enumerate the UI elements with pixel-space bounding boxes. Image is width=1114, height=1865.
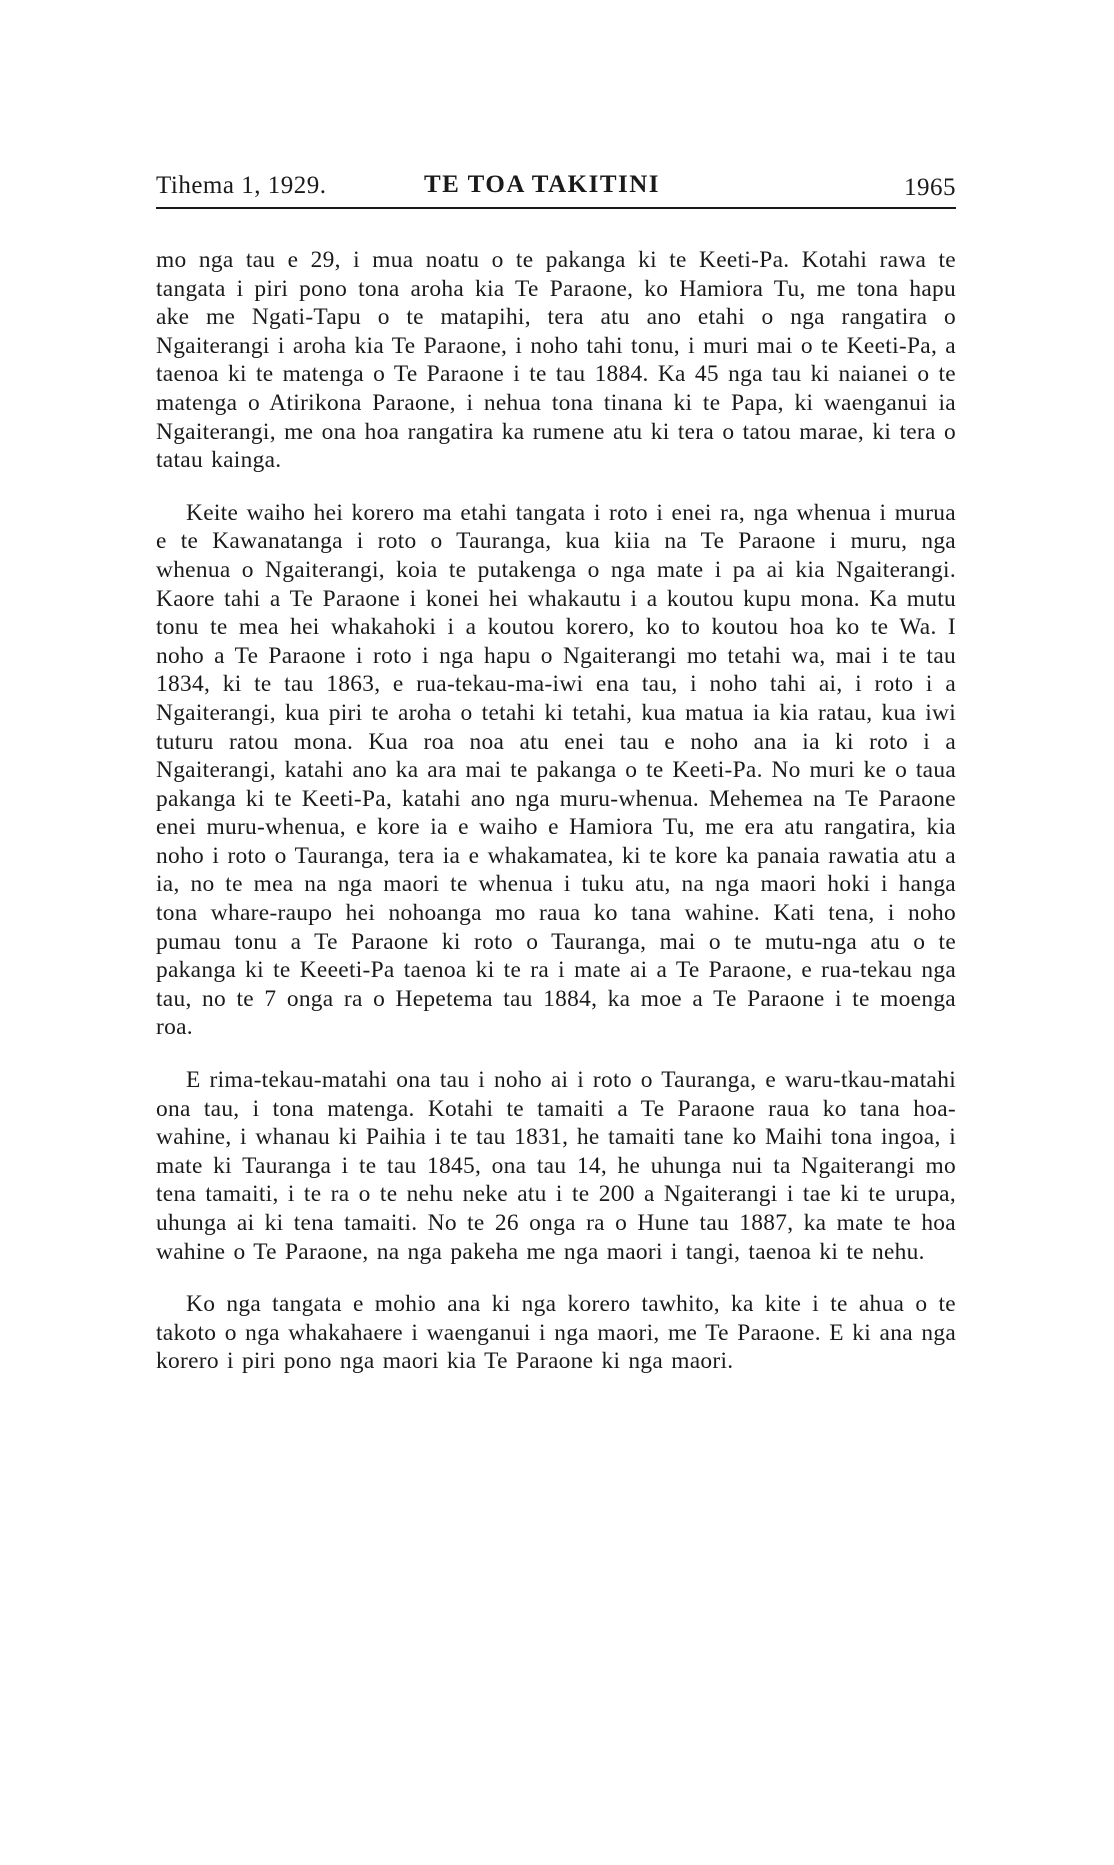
header-title: TE TOA TAKITINI (424, 171, 661, 198)
page-number: 1965 (904, 174, 956, 201)
running-header (156, 168, 956, 208)
paragraph-1: mo nga tau e 29, i mua noatu o te pakanga ki te Keeti-Pa. Kotahi rawa te tangata i piri pono tona aroha kia Te Paraone, ko Hamiora Tu, me tona hapu ake me Ngati-Tapu o te matapihi, tera atu ano etahi o nga rangatira o Ngaiterangi i aroha kia Te Paraone, i noho tahi tonu, i muri mai o te Keeti-Pa, a taenoa ki te matenga o Te Paraone i te tau 1884. Ka 45 nga tau ki naianei o te matenga o Atirikona Paraone, i nehua tona tinana ki te Papa, ki waenganui ia Ngaiterangi, me ona hoa rangatira ka rumene atu ki tera o tatou marae, ki tera o tatau kainga. (156, 247, 956, 474)
paragraph-4: Ko nga tangata e mohio ana ki nga korero tawhito, ka kite i te ahua o te takoto o nga whakahaere i waenganui i nga maori, me Te Paraone. E ki ana nga korero i piri pono nga maori kia Te Paraone ki nga maori. (156, 1291, 956, 1375)
paragraph-3: E rima-tekau-matahi ona tau i noho ai i roto o Tauranga, e waru-tkau-matahi ona tau, i tona matenga. Kotahi te tamaiti a Te Paraone raua ko tana hoa-wahine, i whanau ki Paihia i te tau 1831, he tamaiti tane ko Maihi tona ingoa, i mate ki Tauranga i te tau 1845, ona tau 14, he uhunga nui ta Ngaiterangi mo tena tamaiti, i te ra o te nehu neke atu i te 200 a Ngaiterangi i tae ki te urupa, uhunga ai ki tena tamaiti. No te 26 onga ra o Hune tau 1887, ka mate te hoa wahine o Te Paraone, na nga pakeha me nga maori i tangi, taenoa ki te nehu. (156, 1067, 956, 1265)
paragraph-2: Keite waiho hei korero ma etahi tangata i roto i enei ra, nga whenua i murua e te Kawanatanga i roto o Tauranga, kua kiia na Te Paraone i muru, nga whenua o Ngaiterangi, koia te putakenga o nga mate i pa ai kia Ngaiterangi. Kaore tahi a Te Paraone i konei hei whakautu i a koutou kupu mona. Ka mutu tonu te mea hei whakahoki i a koutou korero, ko to koutou hoa ko te Wa. I noho a Te Paraone i roto i nga hapu o Ngaiterangi mo tetahi wa, mai i te tau 1834, ki te tau 1863, e rua-tekau-ma-iwi ena tau, i noho tahi ai, i roto i a Ngaiterangi, kua piri te aroha o tetahi ki tetahi, kua matua ia kia ratau, kua iwi tuturu ratou mona. Kua roa noa atu enei tau e noho ana ia ki roto i a Ngaiterangi, katahi ano ka ara mai te pakanga o te Keeti-Pa. No muri ke o taua pakanga ki te Keeti-Pa, katahi ano nga muru-whenua. Mehemea na Te Paraone enei muru-whenua, e kore ia e waiho e Hamiora Tu, me era atu rangatira, kia noho i roto o Tauranga, tera ia e whakamatea, ki te kore ka panaia rawatia atu a ia, no te mea na nga maori te whenua i tuku atu, na nga maori hoki i hanga tona whare-raupo hei nohoanga mo raua ko tana wahine. Kati tena, i noho pumau tonu a Te Paraone ki roto o Tauranga, mai o te mutu-nga atu o te pakanga ki te Keeeti-Pa taenoa ki te ra i mate ai a Te Paraone, e rua-tekau nga tau, no te 7 onga ra o Hepetema tau 1884, ka moe a Te Paraone i te moenga roa. (156, 499, 956, 1041)
article-body (156, 246, 956, 1400)
header-date: Tihema 1, 1929. (156, 172, 327, 199)
document-page (156, 0, 956, 1865)
header-rule (156, 207, 956, 209)
